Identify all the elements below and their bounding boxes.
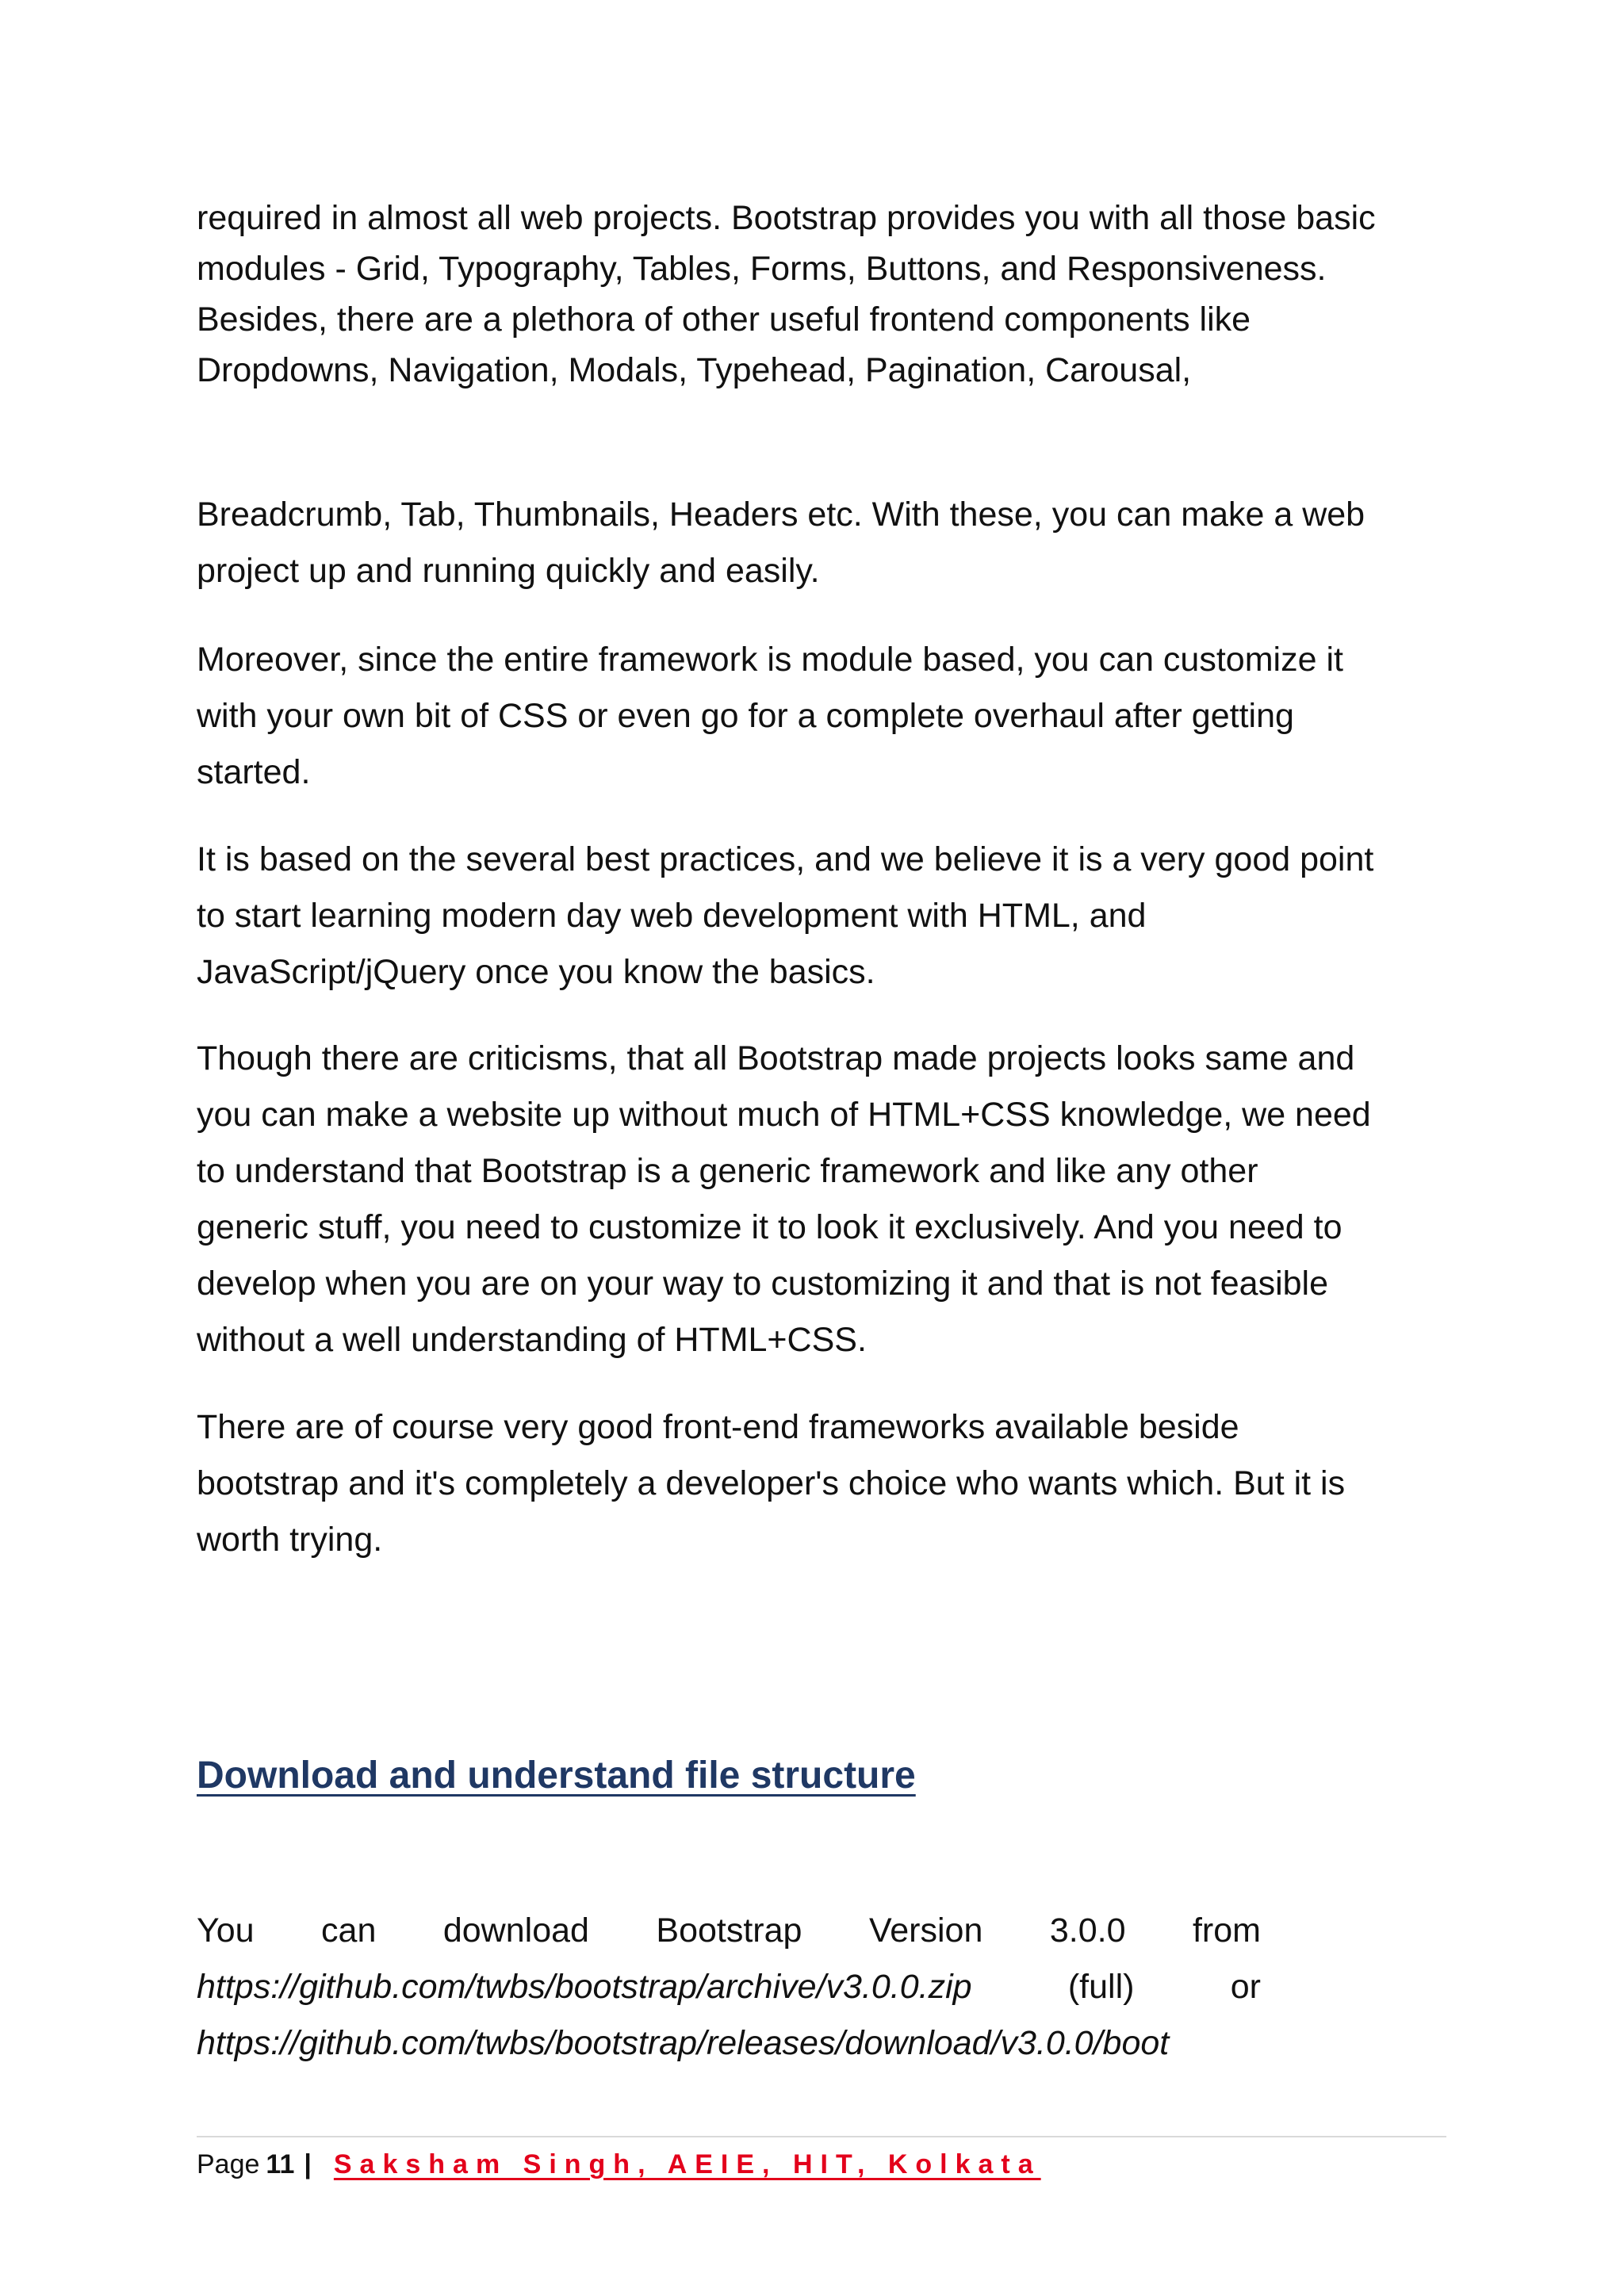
section-heading: Download and understand file structure — [197, 1755, 916, 1797]
download-word: Version — [868, 1911, 983, 1950]
text-line: Moreover, since the entire framework is module based, you can customize it — [197, 641, 1343, 679]
text-line: bootstrap and it's completely a developer's choice who wants which. But it is — [197, 1464, 1346, 1502]
text-line: JavaScript/jQuery once you know the basics. — [197, 953, 875, 991]
text-line: develop when you are on your way to customizing it and that is not feasible — [197, 1265, 1328, 1303]
download-line-2 — [197, 1959, 1261, 2015]
download-word: Bootstrap — [656, 1911, 802, 1950]
or-label: or — [1230, 1968, 1261, 2006]
text-line: Dropdowns, Navigation, Modals, Typehead, Pagination, Carousal, — [197, 351, 1192, 389]
paragraph-criticism — [197, 1031, 1442, 1368]
text-line: without a well understanding of HTML+CSS. — [197, 1321, 867, 1359]
paragraph-frameworks — [197, 1399, 1442, 1568]
page-label: Page — [197, 2149, 260, 2179]
dist-download-url[interactable]: https://github.com/twbs/bootstrap/releases/download/v3.0.0/boot — [197, 2024, 1170, 2062]
paragraph-components — [197, 487, 1442, 599]
paragraph-best-practices — [197, 832, 1442, 1001]
full-download-url[interactable]: https://github.com/twbs/bootstrap/archive/v3.0.0.zip — [197, 1968, 972, 2006]
text-line: It is based on the several best practices, and we believe it is a very good point — [197, 840, 1374, 878]
download-word: download — [442, 1911, 589, 1950]
download-word: from — [1192, 1911, 1261, 1950]
footer-divider — [197, 2136, 1446, 2137]
text-line: started. — [197, 753, 311, 791]
text-line: to start learning modern day web development with HTML, and — [197, 897, 1147, 935]
page-footer — [197, 2141, 1041, 2188]
text-line: to understand that Bootstrap is a generic framework and like any other — [197, 1152, 1258, 1190]
footer-separator: | — [304, 2149, 312, 2179]
download-word: 3.0.0 — [1049, 1911, 1126, 1950]
text-line: Breadcrumb, Tab, Thumbnails, Headers etc. With these, you can make a web — [197, 496, 1365, 534]
text-line: you can make a website up without much of HTML+CSS knowledge, we need — [197, 1096, 1371, 1134]
footer-author: Saksham Singh, AEIE, HIT, Kolkata — [333, 2149, 1041, 2179]
text-line: modules - Grid, Typography, Tables, Forms, Buttons, and Responsiveness. — [197, 250, 1327, 288]
text-line: generic stuff, you need to customize it to look it exclusively. And you need to — [197, 1208, 1342, 1246]
paragraph-moreover — [197, 632, 1442, 801]
text-line: Though there are criticisms, that all Bootstrap made projects looks same and — [197, 1039, 1355, 1077]
text-line: worth trying. — [197, 1521, 383, 1559]
text-line: required in almost all web projects. Bootstrap provides you with all those basic — [197, 199, 1376, 237]
download-word: You — [197, 1911, 255, 1950]
paragraph-intro — [197, 193, 1442, 396]
full-label: (full) — [1067, 1968, 1135, 2006]
download-line-1 — [197, 1903, 1261, 1959]
text-line: There are of course very good front-end frameworks available beside — [197, 1408, 1239, 1446]
text-line: Besides, there are a plethora of other useful frontend components like — [197, 300, 1251, 339]
text-line: project up and running quickly and easily. — [197, 552, 820, 590]
download-word: can — [321, 1911, 377, 1950]
page-number: 11 — [266, 2149, 295, 2179]
text-line: with your own bit of CSS or even go for a complete overhaul after getting — [197, 697, 1294, 735]
